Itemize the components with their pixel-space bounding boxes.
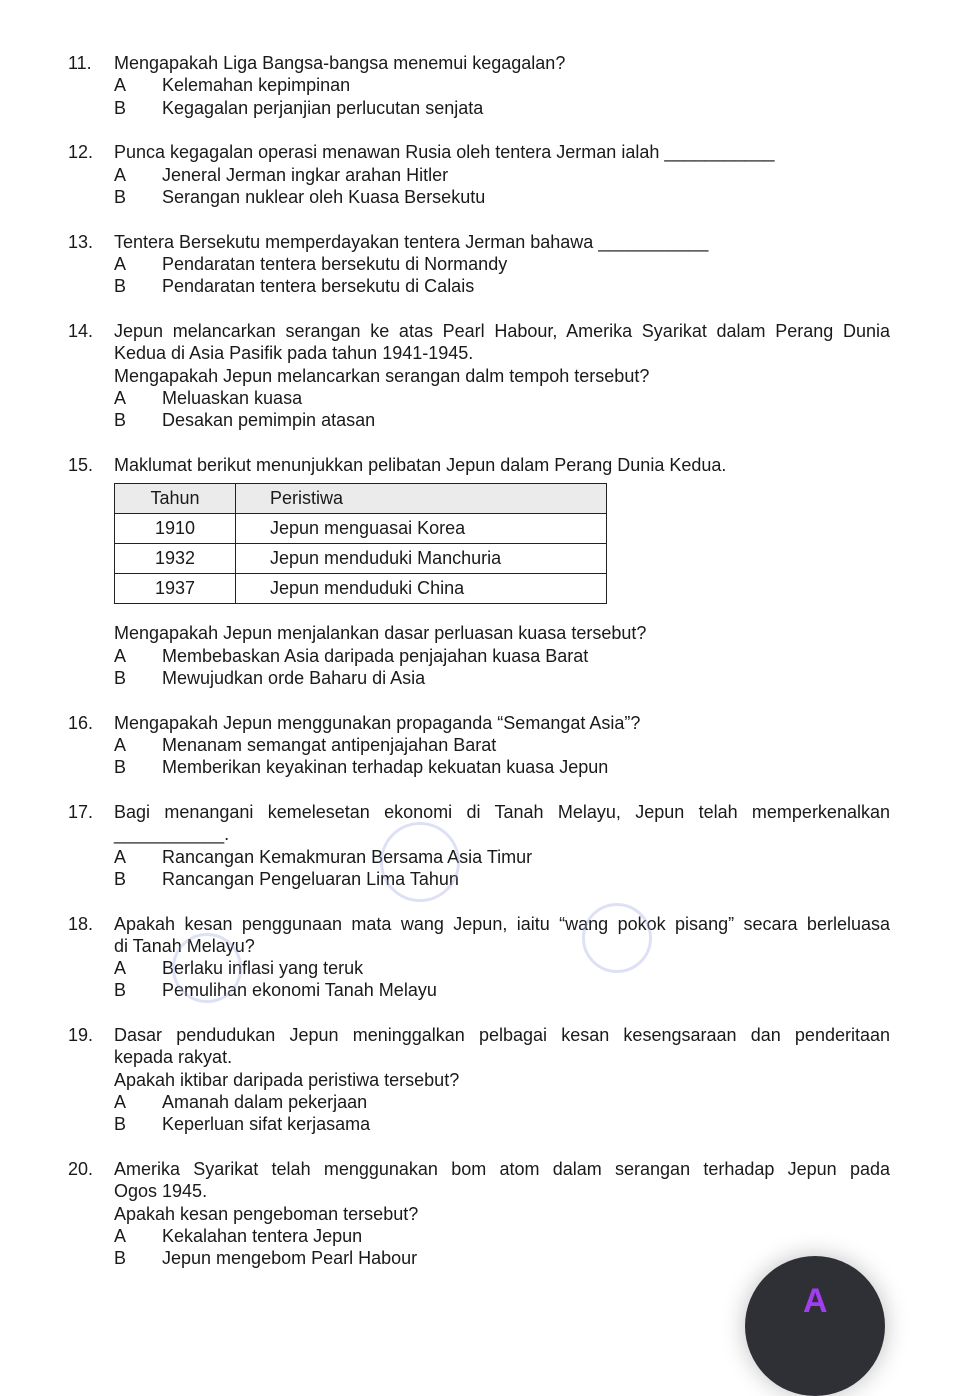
option-text: Membebaskan Asia daripada penjajahan kuasa Barat <box>162 645 589 666</box>
app-logo-icon: A <box>803 1282 828 1320</box>
option-b[interactable] <box>0 667 957 689</box>
table-header: Peristiwa <box>236 484 607 514</box>
question-line <box>0 454 957 476</box>
question-text: Amerika Syarikat telah menggunakan bom atom dalam serangan terhadap Jepun pada <box>114 1159 890 1180</box>
question-text: Jepun melancarkan serangan ke atas Pearl Habour, Amerika Syarikat dalam Perang Dunia <box>114 320 890 341</box>
question-text: Maklumat berikut menunjukkan pelibatan Jepun dalam Perang Dunia Kedua. <box>114 454 727 475</box>
option-a[interactable] <box>0 253 957 275</box>
option-letter: A <box>114 846 127 867</box>
option-letter: B <box>114 667 127 688</box>
option-text: Mewujudkan orde Baharu di Asia <box>162 667 426 688</box>
table-row <box>115 514 607 544</box>
table-header: Tahun <box>115 484 236 514</box>
table-row <box>115 574 607 604</box>
question-17 <box>0 801 957 890</box>
question-text: Mengapakah Jepun melancarkan serangan dalm tempoh tersebut? <box>114 365 650 386</box>
option-letter: A <box>114 645 127 666</box>
option-letter: A <box>114 1226 127 1247</box>
floating-assistant-button[interactable] <box>745 1256 885 1396</box>
question-line <box>0 1158 957 1180</box>
option-text: Berlaku inflasi yang teruk <box>162 958 364 979</box>
option-letter: A <box>114 734 127 755</box>
table-row <box>115 544 607 574</box>
question-text: Apakah kesan penggunaan mata wang Jepun, iaitu “wang pokok pisang” secara berleluasa <box>114 913 890 934</box>
question-line <box>0 622 957 644</box>
question-text: Mengapakah Jepun menjalankan dasar perluasan kuasa tersebut? <box>114 623 647 644</box>
question-line <box>0 1180 957 1202</box>
option-letter: A <box>114 387 127 408</box>
question-number: 17. <box>68 801 94 822</box>
option-letter: A <box>114 164 127 185</box>
option-letter: B <box>114 757 127 778</box>
option-letter: A <box>114 1092 127 1113</box>
question-14 <box>0 320 957 432</box>
option-text: Keperluan sifat kerjasama <box>162 1114 371 1135</box>
question-19 <box>0 1024 957 1136</box>
question-line <box>0 801 957 823</box>
question-text: Punca kegagalan operasi menawan Rusia oleh tentera Jerman ialah ___________ <box>114 142 775 163</box>
table-cell: 1937 <box>115 574 236 604</box>
question-line <box>0 1024 957 1046</box>
question-line <box>0 231 957 253</box>
question-line <box>0 823 957 845</box>
question-line <box>0 342 957 364</box>
question-line <box>0 712 957 734</box>
question-text: di Tanah Melayu? <box>114 935 255 956</box>
question-text: kepada rakyat. <box>114 1047 233 1068</box>
question-text: Dasar pendudukan Jepun meninggalkan pelbagai kesan kesengsaraan dan penderitaan <box>114 1025 890 1046</box>
option-text: Jeneral Jerman ingkar arahan Hitler <box>162 164 449 185</box>
option-text: Pemulihan ekonomi Tanah Melayu <box>162 980 437 1001</box>
question-15 <box>0 454 957 689</box>
question-number: 19. <box>68 1025 94 1046</box>
question-line <box>0 52 957 74</box>
question-sheet <box>0 52 957 1292</box>
option-text: Serangan nuklear oleh Kuasa Bersekutu <box>162 186 486 207</box>
option-a[interactable] <box>0 645 957 667</box>
option-text: Menanam semangat antipenjajahan Barat <box>162 734 497 755</box>
option-letter: B <box>114 868 127 889</box>
table-cell: Jepun menduduki Manchuria <box>236 544 607 574</box>
option-b[interactable] <box>0 756 957 778</box>
question-line <box>0 365 957 387</box>
question-20 <box>0 1158 957 1270</box>
question-text: Ogos 1945. <box>114 1181 208 1202</box>
option-text: Meluaskan kuasa <box>162 387 303 408</box>
question-text: ___________. <box>114 824 230 845</box>
question-number: 11. <box>68 53 92 73</box>
question-text: Apakah kesan pengeboman tersebut? <box>114 1203 419 1224</box>
option-letter: A <box>114 958 127 979</box>
question-text: Mengapakah Jepun menggunakan propaganda “Semangat Asia”? <box>114 712 641 733</box>
question-line <box>0 141 957 163</box>
question-text: Tentera Bersekutu memperdayakan tentera Jerman bahawa ___________ <box>114 231 709 252</box>
option-letter: A <box>114 75 127 96</box>
option-letter: B <box>114 276 127 297</box>
question-number: 18. <box>68 913 94 934</box>
option-text: Jepun mengebom Pearl Habour <box>162 1248 418 1269</box>
option-letter: B <box>114 186 127 207</box>
option-text: Pendaratan tentera bersekutu di Calais <box>162 276 475 297</box>
option-text: Kegagalan perjanjian perlucutan senjata <box>162 97 484 118</box>
table-header-row <box>115 484 607 514</box>
question-number: 16. <box>68 712 94 733</box>
option-b[interactable] <box>0 409 957 431</box>
question-11 <box>0 52 957 119</box>
option-text: Kelemahan kepimpinan <box>162 75 351 96</box>
option-letter: B <box>114 1248 127 1269</box>
option-b[interactable] <box>0 186 957 208</box>
question-line <box>0 935 957 957</box>
question-line <box>0 1203 957 1225</box>
question-text: Apakah iktibar daripada peristiwa tersebut? <box>114 1069 460 1090</box>
question-line <box>0 913 957 935</box>
option-a[interactable] <box>0 164 957 186</box>
question-16 <box>0 712 957 779</box>
option-text: Rancangan Pengeluaran Lima Tahun <box>162 868 459 889</box>
option-text: Amanah dalam pekerjaan <box>162 1092 368 1113</box>
question-text: Kedua di Asia Pasifik pada tahun 1941-1945. <box>114 343 474 364</box>
question-text: Mengapakah Liga Bangsa-bangsa menemui kegagalan? <box>114 53 566 73</box>
option-a[interactable] <box>0 1091 957 1113</box>
question-12 <box>0 141 957 208</box>
question-number: 14. <box>68 320 94 341</box>
option-a[interactable] <box>0 1225 957 1247</box>
question-13 <box>0 231 957 298</box>
option-letter: B <box>114 97 127 118</box>
option-letter: B <box>114 980 127 1001</box>
option-b[interactable] <box>0 979 957 1001</box>
question-line <box>0 1046 957 1068</box>
events-table <box>114 483 607 604</box>
option-a[interactable] <box>0 846 957 868</box>
table-cell: 1910 <box>115 514 236 544</box>
option-b[interactable] <box>0 868 957 890</box>
question-number: 13. <box>68 231 94 252</box>
question-number: 20. <box>68 1159 94 1180</box>
option-text: Pendaratan tentera bersekutu di Normandy <box>162 253 508 274</box>
table-cell: Jepun menduduki China <box>236 574 607 604</box>
option-letter: B <box>114 1114 127 1135</box>
option-text: Rancangan Kemakmuran Bersama Asia Timur <box>162 846 533 867</box>
question-line <box>0 1069 957 1091</box>
option-a[interactable] <box>0 734 957 756</box>
option-a[interactable] <box>0 74 957 96</box>
question-line <box>0 320 957 342</box>
question-18 <box>0 913 957 1002</box>
option-b[interactable] <box>0 97 957 119</box>
option-text: Memberikan keyakinan terhadap kekuatan kuasa Jepun <box>162 757 609 778</box>
question-number: 15. <box>68 454 94 475</box>
option-letter: A <box>114 253 127 274</box>
option-b[interactable] <box>0 275 957 297</box>
table-cell: Jepun menguasai Korea <box>236 514 607 544</box>
question-number: 12. <box>68 142 94 163</box>
option-b[interactable] <box>0 1113 957 1135</box>
option-text: Desakan pemimpin atasan <box>162 410 376 431</box>
option-letter: B <box>114 410 127 431</box>
table-cell: 1932 <box>115 544 236 574</box>
question-text: Bagi menangani kemelesetan ekonomi di Tanah Melayu, Jepun telah memperkenalkan <box>114 801 890 822</box>
option-text: Kekalahan tentera Jepun <box>162 1226 363 1247</box>
option-a[interactable] <box>0 957 957 979</box>
option-a[interactable] <box>0 387 957 409</box>
